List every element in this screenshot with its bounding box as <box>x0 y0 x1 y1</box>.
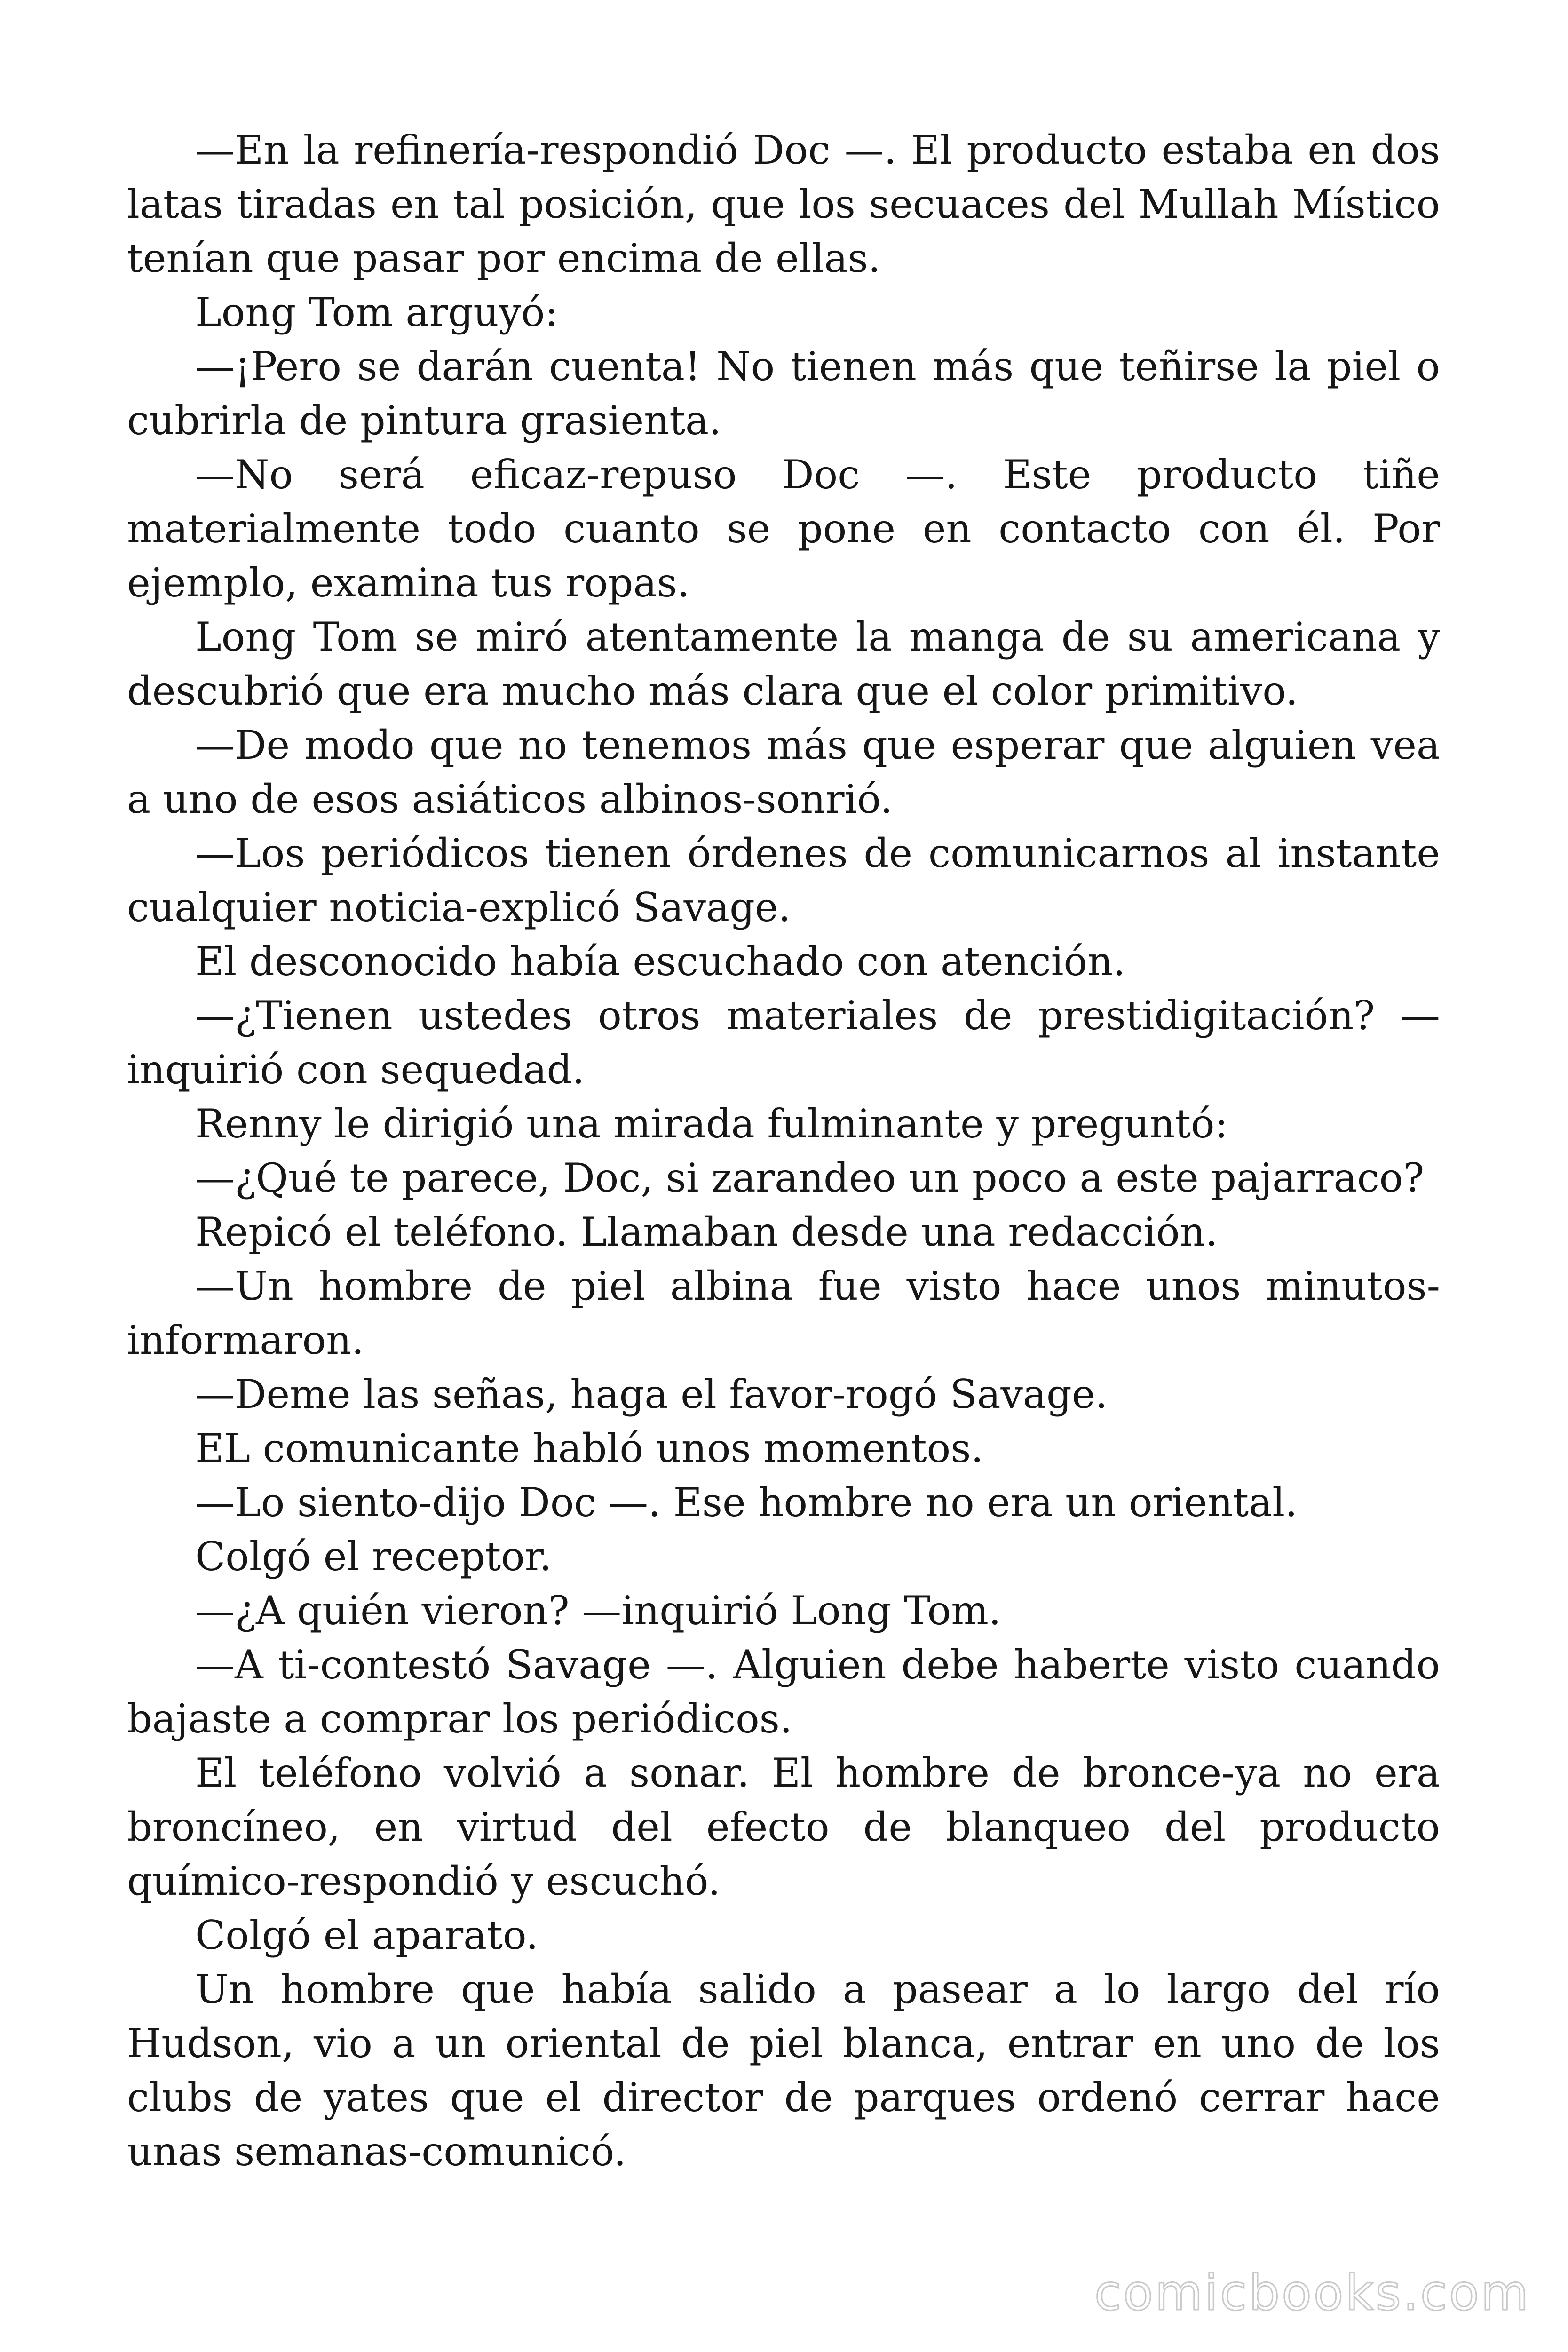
paragraph: —Lo siento-dijo Doc —. Ese hombre no era un oriental. <box>195 1479 1298 1526</box>
paragraph: Long Tom arguyó: <box>195 289 558 335</box>
paragraph: Long Tom se miró atentamente la manga de su americana y descubrió que era mucho más clara que el color primitivo. <box>127 614 1440 714</box>
paragraph: —No será eficaz-repuso Doc —. Este producto tiñe materialmente todo cuanto se pone en contacto con él. Por ejemplo, examina tus ropas. <box>127 452 1440 606</box>
paragraph: EL comunicante habló unos momentos. <box>195 1425 984 1471</box>
paragraph: —¿Qué te parece, Doc, si zarandeo un poco a este pajarraco? <box>195 1155 1425 1201</box>
paragraph: —¿Tienen ustedes otros materiales de prestidigitación? — inquirió con sequedad. <box>127 993 1440 1093</box>
paragraph: Colgó el aparato. <box>195 1912 539 1958</box>
paragraph: —En la refinería-respondió Doc —. El producto estaba en dos latas tiradas en tal posición, que los secuaces del Mullah Místico tenían que pasar por encima de ellas. <box>127 127 1440 281</box>
paragraph: —A ti-contestó Savage —. Alguien debe haberte visto cuando bajaste a comprar los periódicos. <box>127 1642 1440 1742</box>
paragraph: El desconocido había escuchado con atención. <box>195 938 1125 985</box>
paragraph: Colgó el receptor. <box>195 1534 552 1580</box>
paragraph: —De modo que no tenemos más que esperar que alguien vea a uno de esos asiáticos albinos-sonrió. <box>127 722 1440 822</box>
paragraph: Un hombre que había salido a pasear a lo largo del río Hudson, vio a un oriental de piel blanca, entrar en uno de los clubs de yates que el director de parques ordenó cerrar hace unas semanas-comunicó. <box>127 1966 1440 2175</box>
paragraph: —¡Pero se darán cuenta! No tienen más que teñirse la piel o cubrirla de pintura grasienta. <box>127 343 1440 444</box>
paragraph: —Los periódicos tienen órdenes de comunicarnos al instante cualquier noticia-explicó Savage. <box>127 830 1440 930</box>
paragraph: —Un hombre de piel albina fue visto hace unos minutos-informaron. <box>127 1263 1440 1363</box>
paragraph: —¿A quién vieron? —inquirió Long Tom. <box>195 1588 1001 1634</box>
watermark: comicbooks.com <box>1094 2264 1530 2321</box>
paragraph: El teléfono volvió a sonar. El hombre de bronce-ya no era broncíneo, en virtud del efecto de blanqueo del producto químico-respondió y escuchó. <box>127 1750 1440 1904</box>
page-text <box>127 123 1440 2179</box>
paragraph: Repicó el teléfono. Llamaban desde una redacción. <box>195 1209 1218 1255</box>
paragraph: —Deme las señas, haga el favor-rogó Savage. <box>195 1371 1108 1417</box>
paragraph: Renny le dirigió una mirada fulminante y preguntó: <box>195 1101 1228 1147</box>
